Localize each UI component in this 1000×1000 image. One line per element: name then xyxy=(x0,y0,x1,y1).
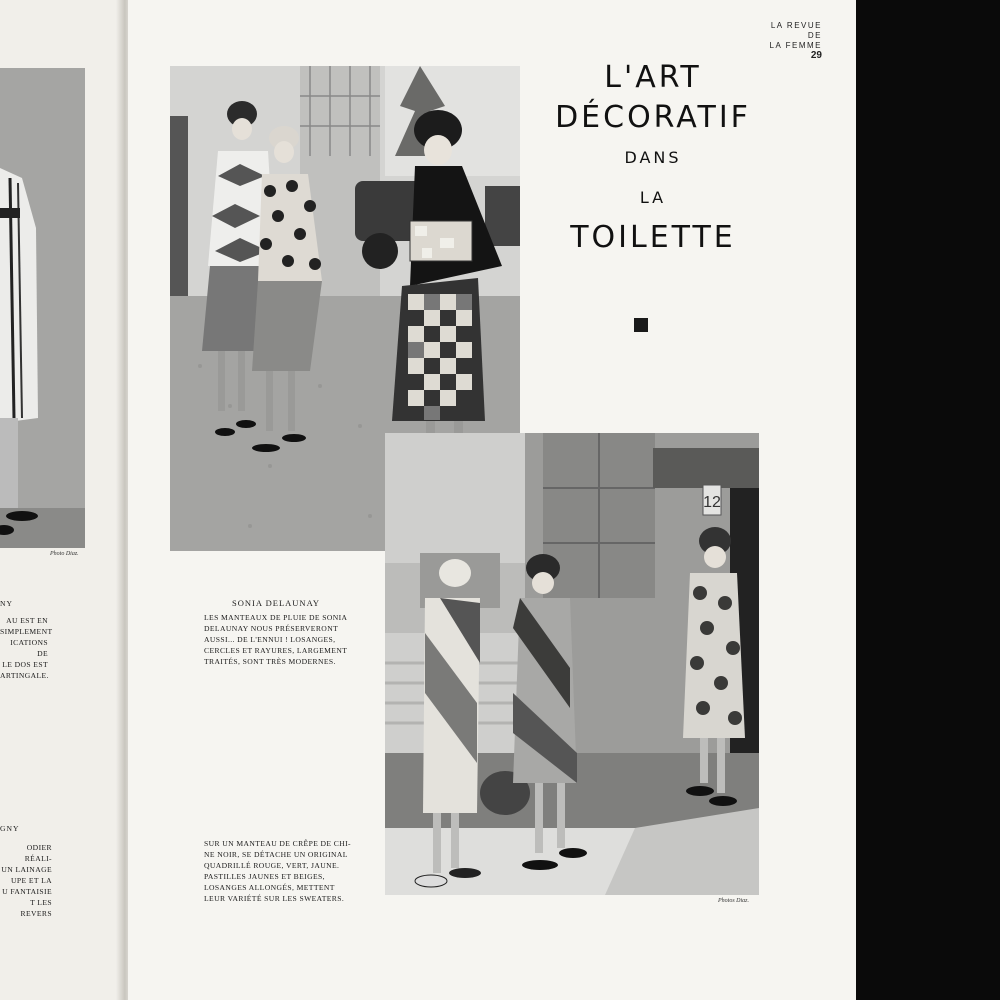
caption-line: NE NOIR, SE DÉTACHE UN ORIGINAL xyxy=(204,850,348,859)
header-line-1: LA REVUE xyxy=(770,21,822,30)
caption-line: ICATIONS DE xyxy=(10,638,48,658)
title-line-4: LA xyxy=(639,188,667,207)
caption-line: TRAITÉS, SONT TRÈS MODERNES. xyxy=(204,657,336,666)
left-caption-1 xyxy=(0,598,53,681)
title-line-2: DÉCORATIF xyxy=(555,100,751,135)
ornament-square xyxy=(634,318,648,332)
caption-line: LOSANGES ALLONGÉS, METTENT xyxy=(204,883,335,892)
page-header xyxy=(746,21,822,61)
caption-line: SUR UN MANTEAU DE CRÊPE DE CHI- xyxy=(204,839,351,848)
caption-line: AUSSI... DE L'ENNUI ! LOSANGES, xyxy=(204,635,336,644)
caption-title: SONIA DELAUNAY xyxy=(232,598,321,608)
title-line-1: L'ART xyxy=(604,60,702,95)
article-title xyxy=(528,58,778,258)
title-line-5: TOILETTE xyxy=(570,220,736,255)
caption-line: LE DOS EST xyxy=(2,660,48,669)
photo-raincoats xyxy=(385,433,759,895)
left-caption-2-title: GNY xyxy=(0,824,20,833)
caption-line: CERCLES ET RAYURES, LARGEMENT xyxy=(204,646,348,655)
left-page xyxy=(0,0,124,1000)
header-line-3: LA FEMME xyxy=(769,41,822,50)
caption-line: U FANTAISIE xyxy=(2,887,52,896)
left-caption-2 xyxy=(0,823,52,919)
caption-line: PASTILLES JAUNES ET BEIGES, xyxy=(204,872,325,881)
caption-line: QUADRILLÉ ROUGE, VERT, JAUNE. xyxy=(204,861,340,870)
caption-line: SIMPLEMENT xyxy=(0,627,53,636)
title-line-3: DANS xyxy=(624,148,682,167)
caption-line: ARTINGALE. xyxy=(0,671,49,680)
caption-line: LEUR VARIÉTÉ SUR LES SWEATERS. xyxy=(204,894,345,903)
left-photo-credit: Photo Diaz. xyxy=(50,551,79,557)
door-number: 12 xyxy=(703,494,721,511)
caption-line: AU EST EN xyxy=(6,616,48,625)
caption-line: LES MANTEAUX DE PLUIE DE SONIA xyxy=(204,613,348,622)
caption-line: ODIER RÉALI- xyxy=(24,843,52,863)
caption-line: UN LAINAGE xyxy=(1,865,52,874)
photos-credit: Photos Diaz. xyxy=(718,898,750,904)
left-caption-1-title: NY xyxy=(0,599,13,608)
page-number: 29 xyxy=(810,50,822,61)
left-fashion-photo xyxy=(0,68,85,548)
caption-2 xyxy=(204,838,364,904)
header-line-2: DE xyxy=(807,31,822,40)
caption-line: T LES REVERS xyxy=(20,898,52,918)
caption-1 xyxy=(204,612,352,667)
caption-line: DELAUNAY NOUS PRÉSERVERONT xyxy=(204,624,339,633)
caption-line: UPE ET LA xyxy=(10,876,52,885)
